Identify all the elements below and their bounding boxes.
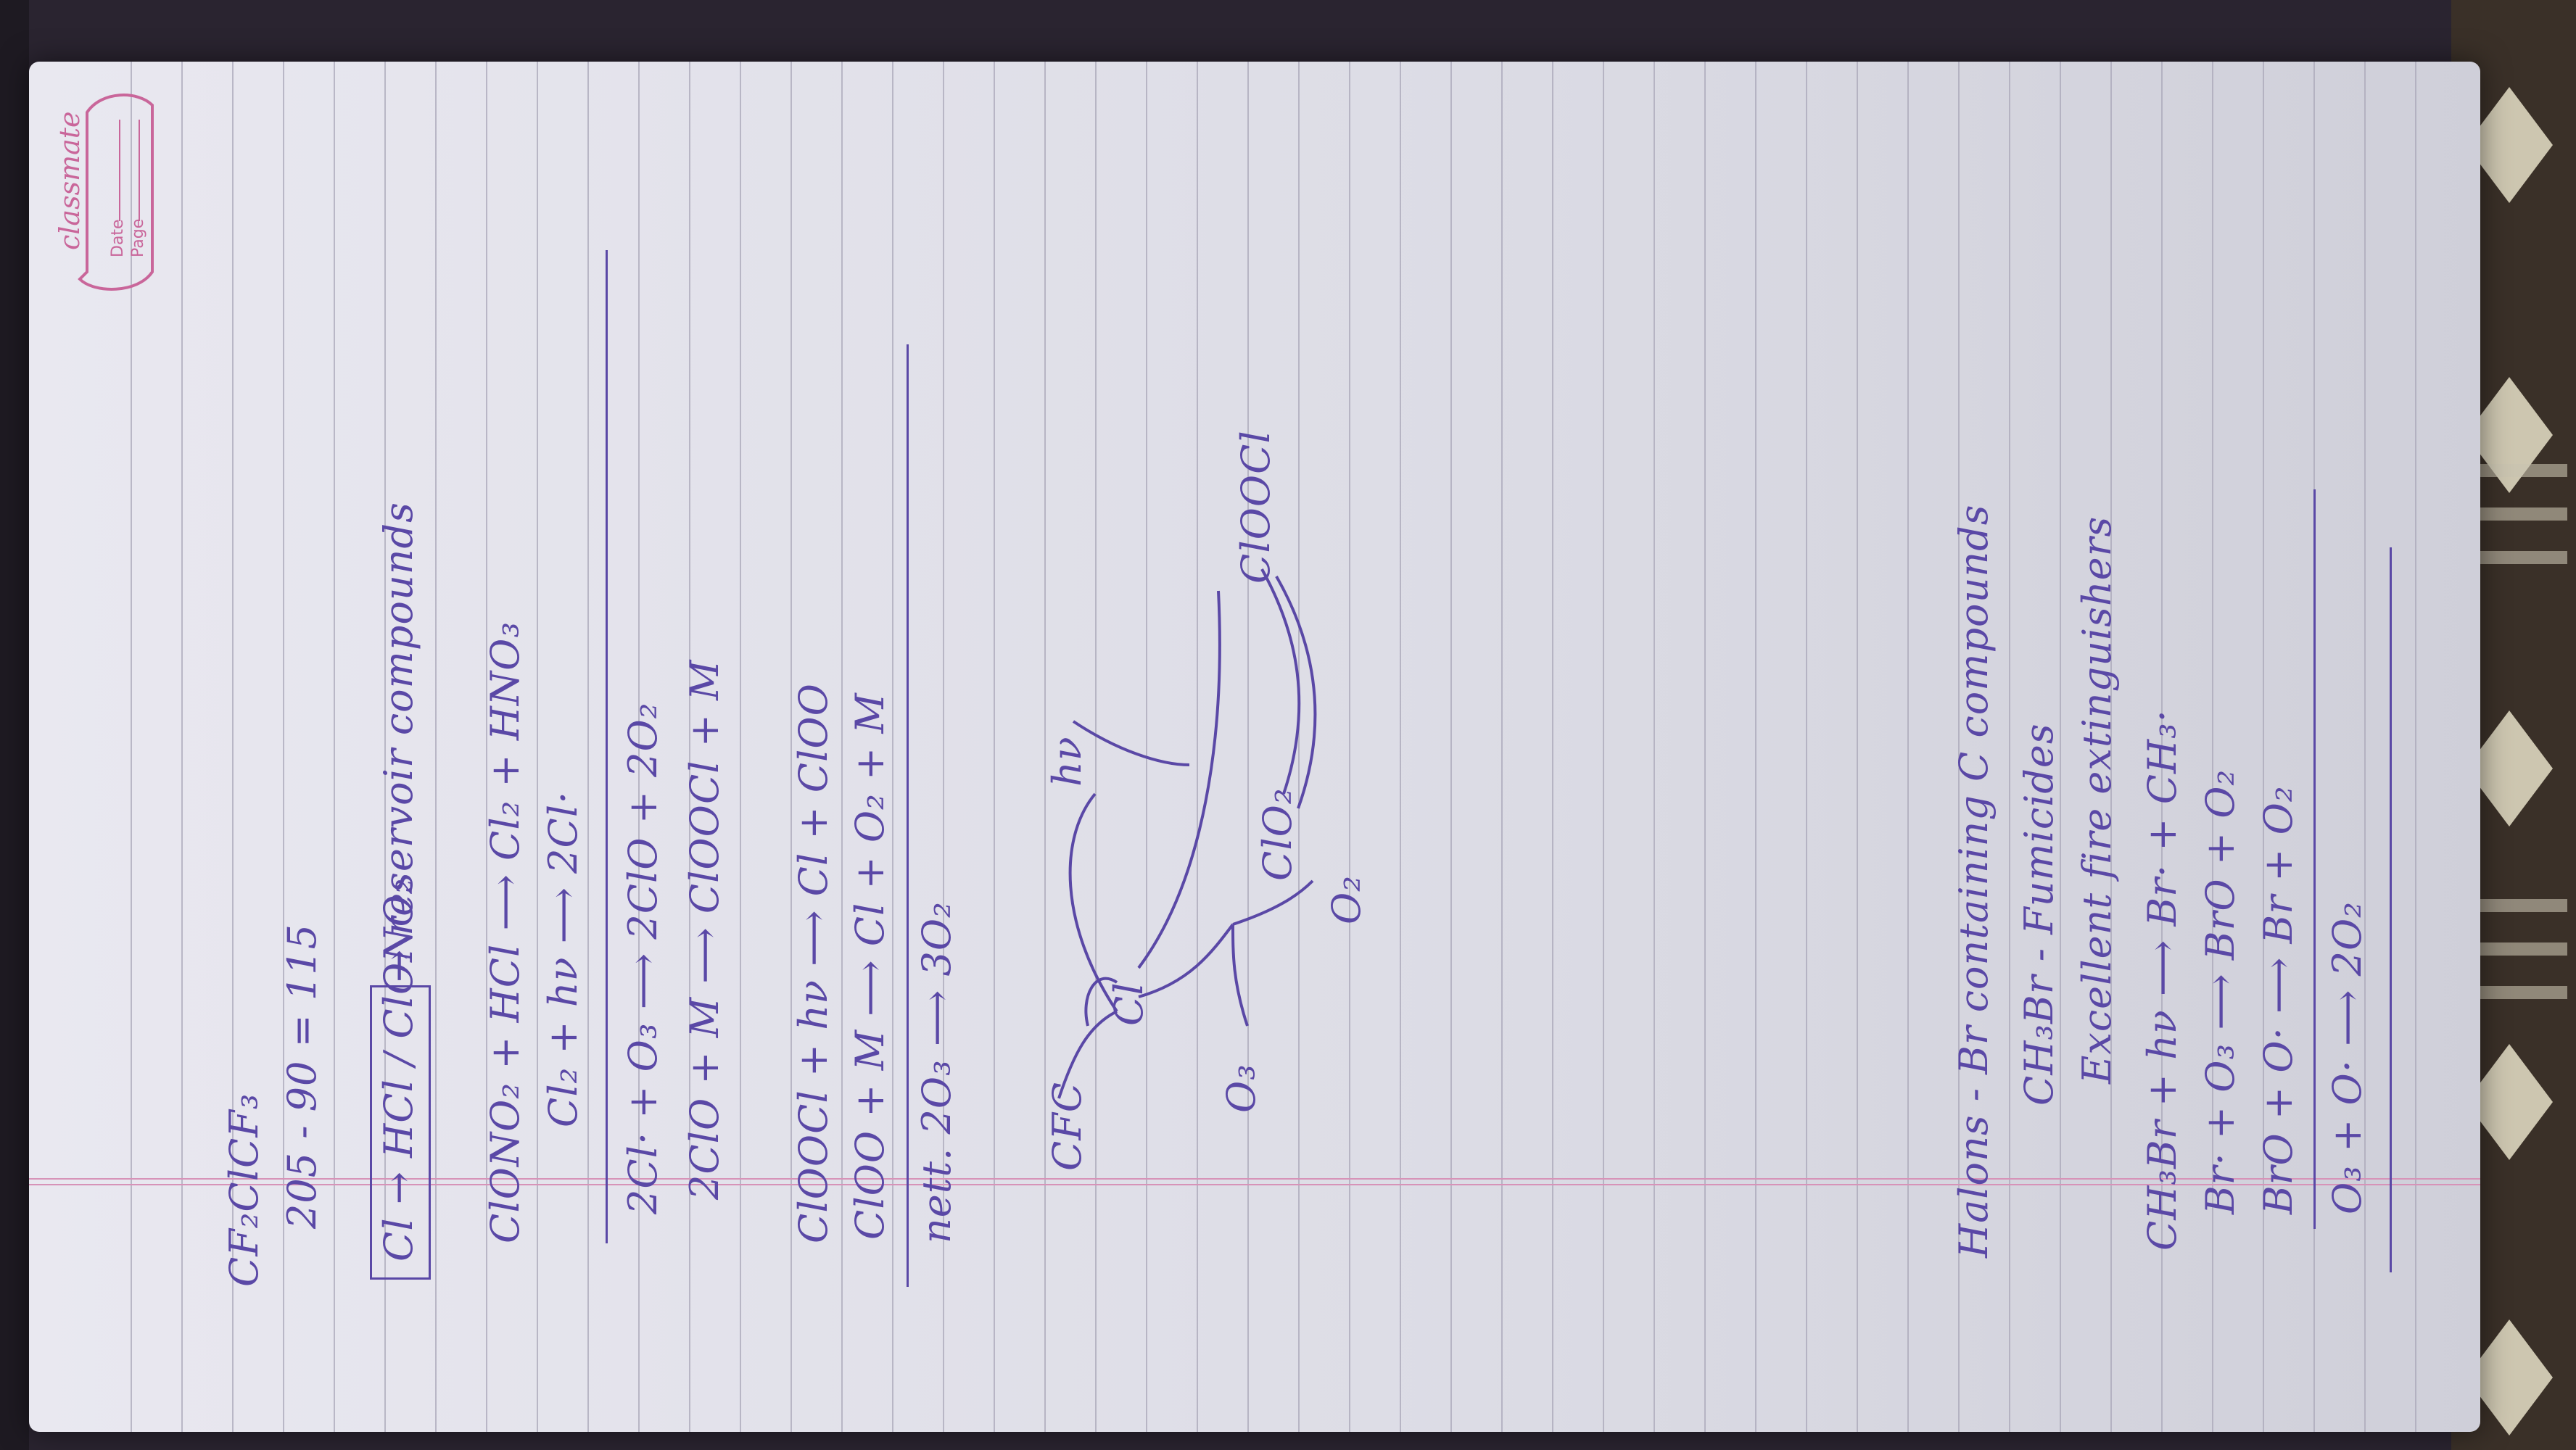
arrow-hv: [1073, 721, 1189, 765]
reaction-4: 2ClO + M ⟶ ClOOCl + M: [682, 659, 727, 1200]
ozone-cycle-diagram: [972, 62, 1443, 1432]
ruled-line: [1907, 62, 1909, 1432]
notebook-page: [29, 62, 2480, 1432]
fabric-stripe: [2466, 508, 2567, 521]
ruled-line: [2415, 62, 2416, 1432]
ruled-line: [2212, 62, 2213, 1432]
ruled-line: [2009, 62, 2010, 1432]
fabric-stripe: [2466, 899, 2567, 912]
fabric-stripe: [2466, 942, 2567, 956]
reaction-6: ClOO + M ⟶ Cl + O₂ + M: [847, 692, 893, 1240]
page-label: Page: [129, 218, 147, 257]
ruled-line: [1857, 62, 1858, 1432]
underline: [2313, 489, 2316, 1229]
cycle-cfc: CFC: [1044, 1081, 1090, 1171]
halons-ch3br: CH₃Br - Fumicides: [2016, 723, 2062, 1106]
underline: [907, 344, 909, 1287]
underline: [606, 250, 608, 1243]
boxed-text: Cl → HCl / ClONO₂: [376, 877, 421, 1262]
reaction-3: 2Cl· + O₃ ⟶ 2ClO + 2O₂: [620, 702, 666, 1214]
halons-fire: Excellent fire extinguishers: [2074, 515, 2120, 1084]
cycle-cl: Cl: [1106, 982, 1152, 1026]
ruled-line: [1755, 62, 1756, 1432]
fabric-stripe: [2466, 986, 2567, 999]
underline: [2390, 547, 2392, 1272]
ruled-line: [1704, 62, 1706, 1432]
cycle-hv: hν: [1044, 736, 1090, 787]
ruled-line: [2263, 62, 2264, 1432]
arrow-o3-cl: [1139, 924, 1233, 997]
ruled-line: [1501, 62, 1503, 1432]
fabric-stripe: [2466, 551, 2567, 564]
ruled-line: [740, 62, 741, 1432]
brand-logo: [51, 83, 167, 301]
halons-title: Halons - Br containing C compounds: [1951, 504, 1997, 1258]
reservoir-note: → reservoir compounds: [376, 502, 421, 982]
ruled-line: [841, 62, 843, 1432]
cycle-clooCl: ClOOCl: [1233, 430, 1279, 584]
reaction-5: ClOOCl + hν ⟶ Cl + ClOO: [790, 683, 836, 1243]
ruled-line: [1806, 62, 1807, 1432]
reaction-2: Cl₂ + hν ⟶ 2Cl·: [540, 790, 586, 1127]
halon-reaction-2: Br· + O₃ ⟶ BrO + O₂: [2197, 768, 2243, 1214]
halon-reaction-1: CH₃Br + hν ⟶ Br· + CH₃·: [2139, 709, 2185, 1251]
ruled-line: [2364, 62, 2366, 1432]
ruled-line: [1603, 62, 1604, 1432]
cycle-clo2: ClO₂: [1255, 787, 1300, 881]
note-formula: CF₂ClCF₃: [221, 1093, 267, 1287]
left-shadow: [0, 0, 29, 1450]
halon-reaction-4: O₃ + O· ⟶ 2O₂: [2324, 901, 2370, 1214]
brand-name: classmate: [54, 111, 86, 250]
note-calculation: 205 - 90 = 115: [279, 923, 325, 1229]
ruled-line: [537, 62, 538, 1432]
reaction-1: ClONO₂ + HCl ⟶ Cl₂ + HNO₃: [482, 621, 528, 1243]
date-label: Date: [109, 219, 127, 257]
ruled-line: [587, 62, 589, 1432]
ruled-line: [334, 62, 335, 1432]
cycle-o3: O₃: [1218, 1064, 1264, 1113]
ruled-line: [1654, 62, 1655, 1432]
ruled-line: [435, 62, 437, 1432]
arrow-o3-curve: [1233, 924, 1247, 1026]
arrow-return: [1262, 569, 1299, 794]
arrow-clo2-clooCl: [1139, 591, 1220, 968]
net-reaction: nett. 2O₃ ⟶ 3O₂: [914, 901, 959, 1243]
ruled-line: [1450, 62, 1452, 1432]
fabric-stripe: [2466, 464, 2567, 477]
arrow-to-o2: [1233, 881, 1313, 924]
cycle-o2: O₂: [1324, 875, 1369, 924]
ruled-line: [1552, 62, 1553, 1432]
halon-reaction-3: BrO + O· ⟶ Br + O₂: [2255, 785, 2301, 1214]
ruled-line: [181, 62, 183, 1432]
